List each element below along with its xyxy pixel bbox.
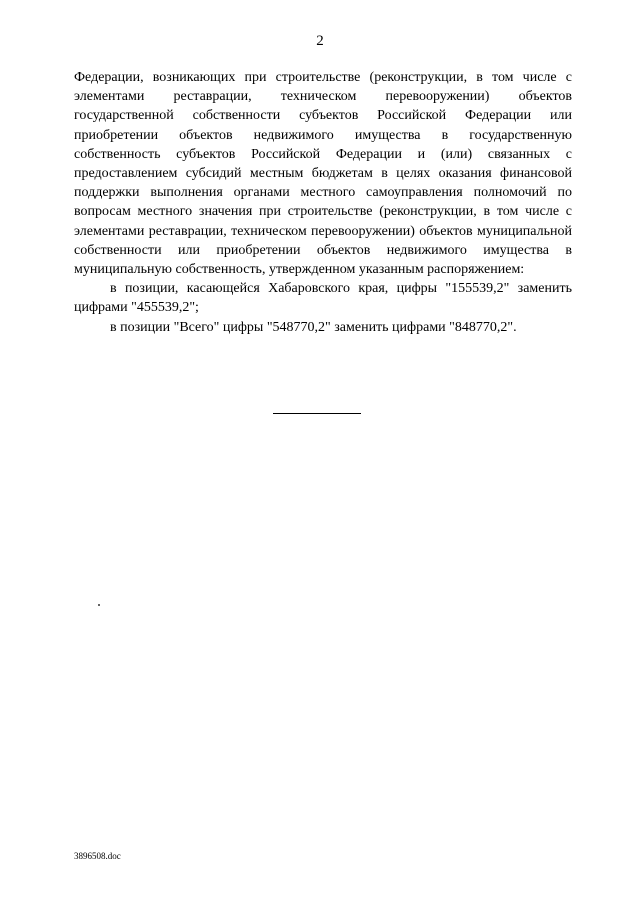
document-body (74, 68, 572, 337)
page-number: 2 (316, 33, 324, 49)
end-separator-line (273, 413, 361, 414)
paragraph-continuation: Федерации, возникающих при строительстве (реконструкции, в том числе с элементами реставрации, техническом перевооружении) объектов государственной собственности субъектов Российской Федерации или приобретении объектов недвижимого имущества в государственную собственность субъектов Российской Федерации и (или) связанных с предоставлением субсидий местным бюджетам в целях оказания финансовой поддержки выполнения органами местного самоуправления полномочий по вопросам местного значения при строительстве (реконструкции, в том числе с элементами реставрации, техническом перевооружении) объектов муниципальной собственности или приобретении объектов недвижимого имущества в муниципальную собственность, утвержденном указанным распоряжением: (74, 70, 572, 278)
stray-mark (98, 604, 100, 606)
footer-filename: 3896508.doc (74, 851, 121, 861)
paragraph-total-position: в позиции "Всего" цифры "548770,2" заменить цифрами "848770,2". (110, 319, 517, 335)
paragraph-khabarovsk-position: в позиции, касающейся Хабаровского края, цифры "155539,2" заменить цифрами "455539,2"; (74, 281, 572, 316)
